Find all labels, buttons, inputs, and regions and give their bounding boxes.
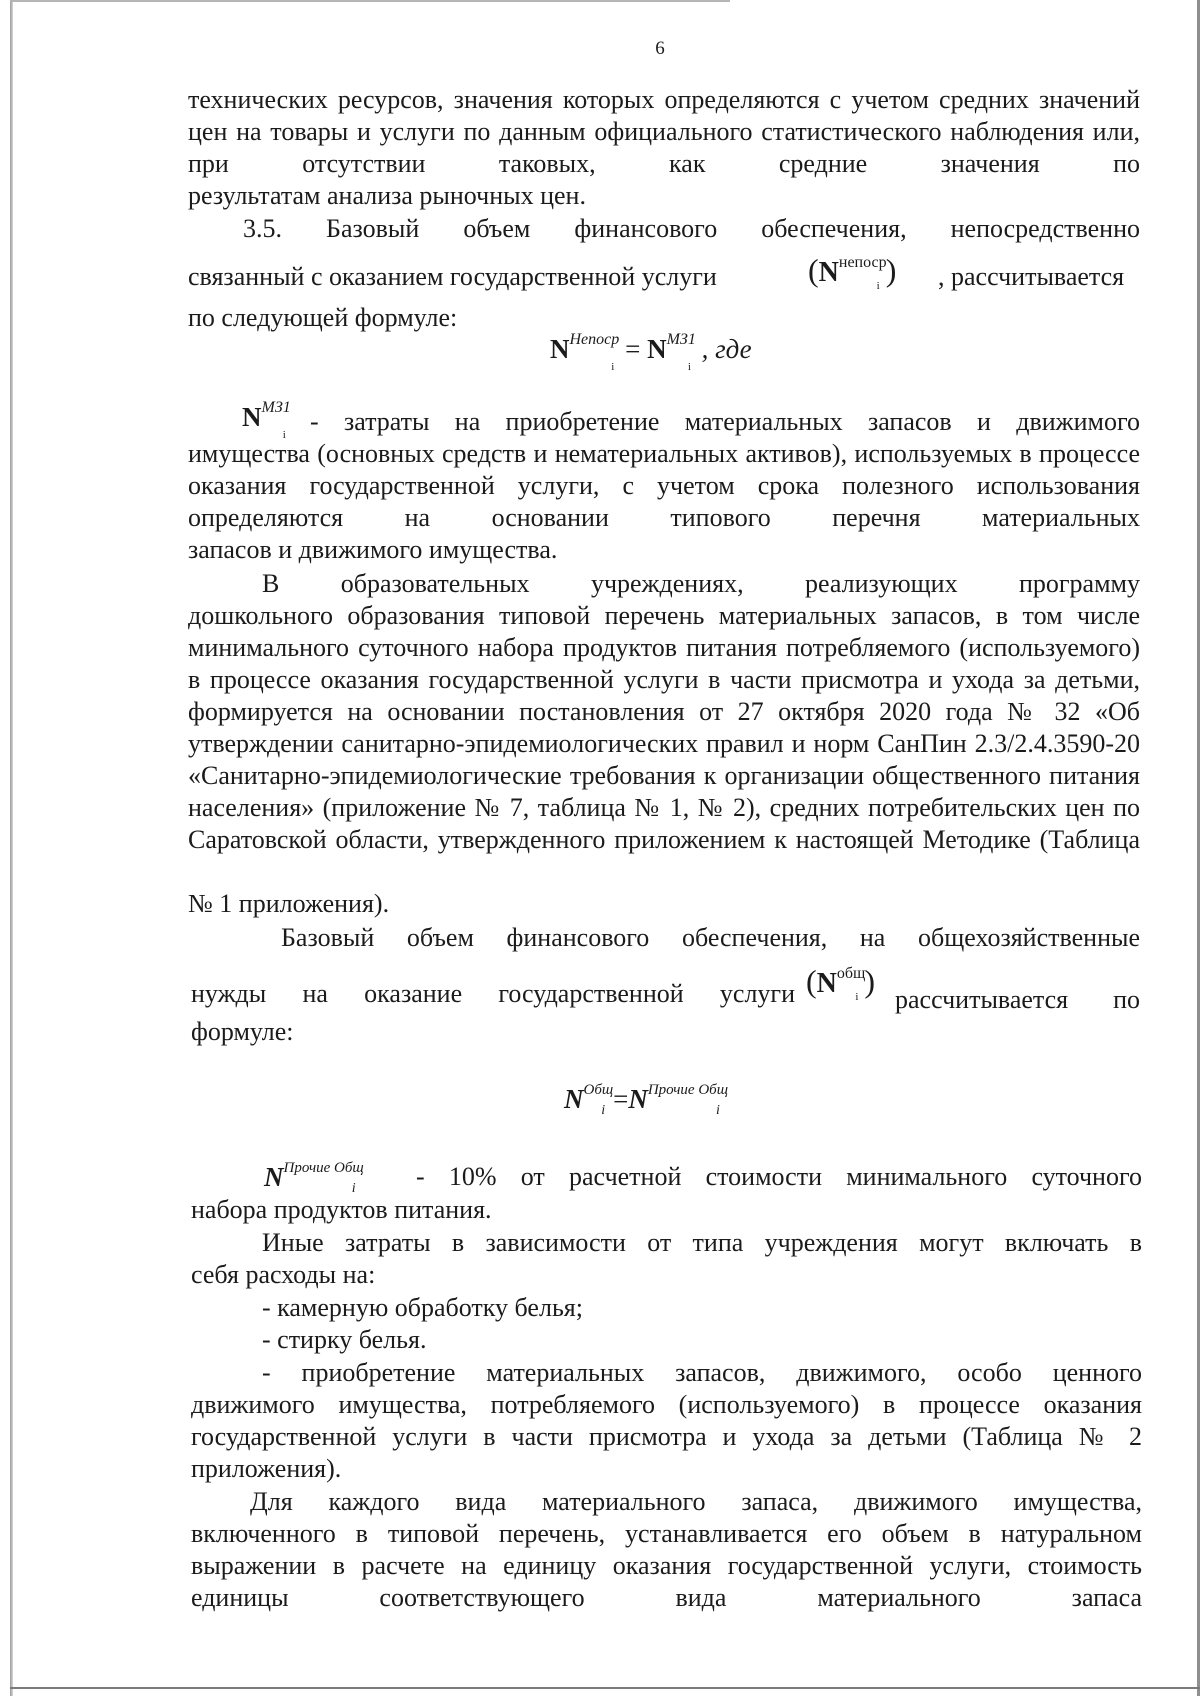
- paragraph-3-body: дошкольного образования типовой перечень материальных запасов, в том числе минимального суточного набора продуктов питания потребляемого (используемого) в процессе оказания государственной услуги в части присмотра и ухода за детьми, формируется на основании постановления от 27 октября 2020 года № 32 «Об утверждении санитарно-эпидемиологических правил и норм СанПин 2.3/2.4.3590-20 «Санитарно-эпидемиологические требования к организации общественного питания населения» (приложение № 7, таблица № 1, № 2), средних потребительских цен по Саратовской области, утвержденного приложением к настоящей Методике (Таблица: [188, 601, 1140, 854]
- paragraph-7-line-1: Для каждого вида материального запаса, движимого имущества,: [250, 1487, 1142, 1516]
- paragraph-6-line-1: - приобретение материальных запасов, движимого, особо ценного: [262, 1358, 1142, 1387]
- paragraph-7-body: включенного в типовой перечень, устанавливается его объем в натуральном выражении в расчете на единицу оказания государственной услуги, стоимость единицы соответствующего вида материального запаса: [191, 1519, 1142, 1612]
- paragraph-5-line-1: Иные затраты в зависимости от типа учреждения могут включать в: [262, 1228, 1142, 1257]
- definition-1-line-1: - затраты на приобретение материальных запасов и движимого: [310, 407, 1140, 436]
- paragraph-1: технических ресурсов, значения которых определяются с учетом средних значений цен на товары и услуги по данным официального статистического наблюдения или, при отсутствии таковых, как средние значения по: [188, 85, 1140, 178]
- definition-1-symbol: $N^{МЗ1}_i$: [242, 399, 291, 441]
- paragraph-4-line-3: формуле:: [191, 1017, 294, 1046]
- definition-2-line-2: набора продуктов питания.: [191, 1195, 492, 1224]
- paragraph-3-5-line-2a: связанный с оказанием государственной услуги: [188, 262, 717, 291]
- paragraph-4-line-1: Базовый объем финансового обеспечения, на общехозяйственные: [281, 923, 1140, 952]
- formula-2: $N^{Общ}_i =N^{Прочие Общ}_i$: [564, 1082, 729, 1118]
- scan-border-top: [10, 0, 730, 2]
- list-item: - камерную обработку белья;: [262, 1293, 583, 1322]
- paragraph-4-line-2b: рассчитывается по: [895, 985, 1140, 1014]
- paragraph-3-5-line-3: по следующей формуле:: [188, 303, 458, 332]
- formula-1: $N^{Непоср}_i = N^{МЗ1}_i$ , где: [550, 331, 752, 373]
- paragraph-6-last-line: приложения).: [191, 1454, 342, 1483]
- paragraph-5-line-2: себя расходы на:: [191, 1260, 376, 1289]
- list-item: - стирку белья.: [262, 1325, 427, 1354]
- page-number: 6: [655, 38, 665, 59]
- paragraph-6-body: движимого имущества, потребляемого (используемого) в процессе оказания государственной услуги в части присмотра и ухода за детьми (Таблица № 2: [191, 1390, 1142, 1451]
- paragraph-1-last-line: результатам анализа рыночных цен.: [188, 181, 586, 210]
- definition-2-symbol: $N^{Прочие Общ}_i$: [264, 1160, 364, 1196]
- definition-1-body: имущества (основных средств и нематериальных активов), используемых в процессе оказания государственной услуги, с учетом срока полезного использования определяются на основании типового перечня материальных: [188, 439, 1140, 532]
- formula-inline-n-obshch: ($N^{общ}_i$ ): [806, 963, 876, 1003]
- paragraph-3-5-line-2b: , рассчитывается: [938, 262, 1125, 291]
- scan-border-left: [10, 0, 13, 1696]
- scan-border-bottom: [10, 1687, 1200, 1689]
- paragraph-3-line-1: В образовательных учреждениях, реализующих программу: [262, 569, 1140, 598]
- definition-2-line-1: - 10% от расчетной стоимости минимального суточного: [416, 1162, 1142, 1191]
- paragraph-4-line-2a: нужды на оказание государственной услуги: [191, 979, 795, 1008]
- paragraph-3-5-line-1: 3.5. Базовый объем финансового обеспечения, непосредственно: [243, 214, 1140, 243]
- definition-1-last-line: запасов и движимого имущества.: [188, 535, 558, 564]
- formula-inline-n-neposr: ($N^{непоср}_i$ ): [808, 252, 897, 292]
- paragraph-3-last-line: № 1 приложения).: [188, 889, 390, 918]
